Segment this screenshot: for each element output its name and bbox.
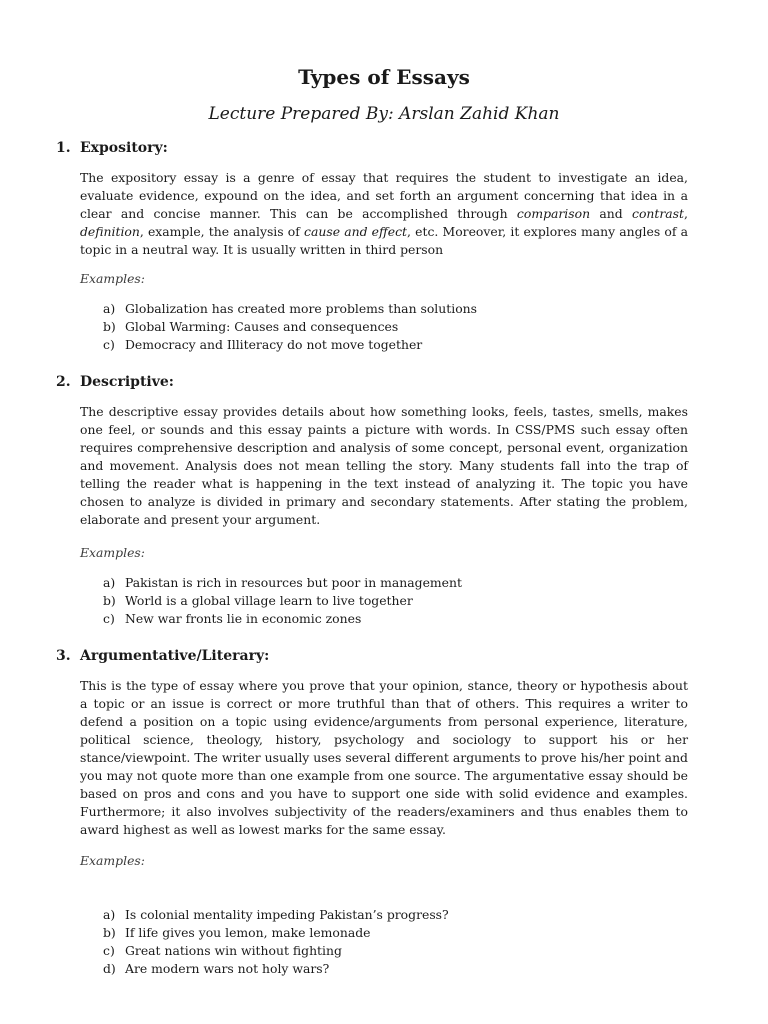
section-number: 3. (56, 648, 71, 664)
page-subtitle: Lecture Prepared By: Arslan Zahid Khan (208, 104, 560, 124)
list-item: b) Global Warming: Causes and consequences (103, 319, 399, 334)
examples-label: Examples: (80, 271, 145, 286)
section-heading-argumentative (56, 646, 269, 666)
section-title: Expository: (80, 140, 168, 156)
section-heading-descriptive (56, 372, 174, 392)
list-item: a) Globalization has created more problems than solutions (103, 301, 477, 316)
examples-list-expository (103, 300, 477, 354)
examples-list-argumentative (103, 906, 449, 978)
section-number: 2. (56, 374, 71, 390)
section-title: Argumentative/Literary: (80, 648, 270, 664)
section-paragraph-expository: The expository essay is a genre of essay that requires the student to investigate an idea, evaluate evidence, expound on the idea, and set forth an argument concerning that idea in a clear and concise manner. This can be accomplished through comparison and contrast, definition, example, the analysis of cause and effect, etc. Moreover, it explores many angles of a topic in a neutral way. It is usually written in third person (80, 170, 688, 257)
section-paragraph-descriptive: The descriptive essay provides details about how something looks, feels, tastes, smells, makes one feel, or sounds and this essay paints a picture with words. In CSS/PMS such essay often requires comprehensive description and analysis of some concept, personal event, organization and movement. Analysis does not mean telling the story. Many students fall into the trap of telling the reader what is happening in the text instead of analyzing it. The topic you have chosen to analyze is divided in primary and secondary statements. After stating the problem, elaborate and present your argument. (80, 404, 688, 527)
examples-label: Examples: (80, 853, 145, 868)
section-heading-expository (56, 138, 168, 158)
list-item: c) New war fronts lie in economic zones (103, 611, 362, 626)
page-title: Types of Essays (298, 65, 470, 89)
list-item: b) World is a global village learn to live together (103, 593, 413, 608)
section-title: Descriptive: (80, 374, 174, 390)
section-number: 1. (56, 140, 71, 156)
list-item: a) Pakistan is rich in resources but poor in management (103, 575, 462, 590)
list-item: a) Is colonial mentality impeding Pakistan’s progress? (103, 907, 449, 922)
examples-label: Examples: (80, 545, 145, 560)
list-item: d) Are modern wars not holy wars? (103, 961, 330, 976)
list-item: c) Great nations win without fighting (103, 943, 342, 958)
section-paragraph-argumentative: This is the type of essay where you prove that your opinion, stance, theory or hypothesis about a topic or an issue is correct or more truthful than that of others. This requires a writer to defend a position on a topic using evidence/arguments from personal experience, literature, political science, theology, history, psychology and sociology to support his or her stance/viewpoint. The writer usually uses several different arguments to prove his/her point and you may not quote more than one example from one source. The argumentative essay should be based on pros and cons and you have to support one side with solid evidence and examples. Furthermore; it also involves subjectivity of the readers/examiners and thus enables them to award highest as well as lowest marks for the same essay. (80, 678, 688, 837)
examples-list-descriptive (103, 574, 462, 628)
list-item: c) Democracy and Illiteracy do not move together (103, 337, 423, 352)
list-item: b) If life gives you lemon, make lemonade (103, 925, 371, 940)
